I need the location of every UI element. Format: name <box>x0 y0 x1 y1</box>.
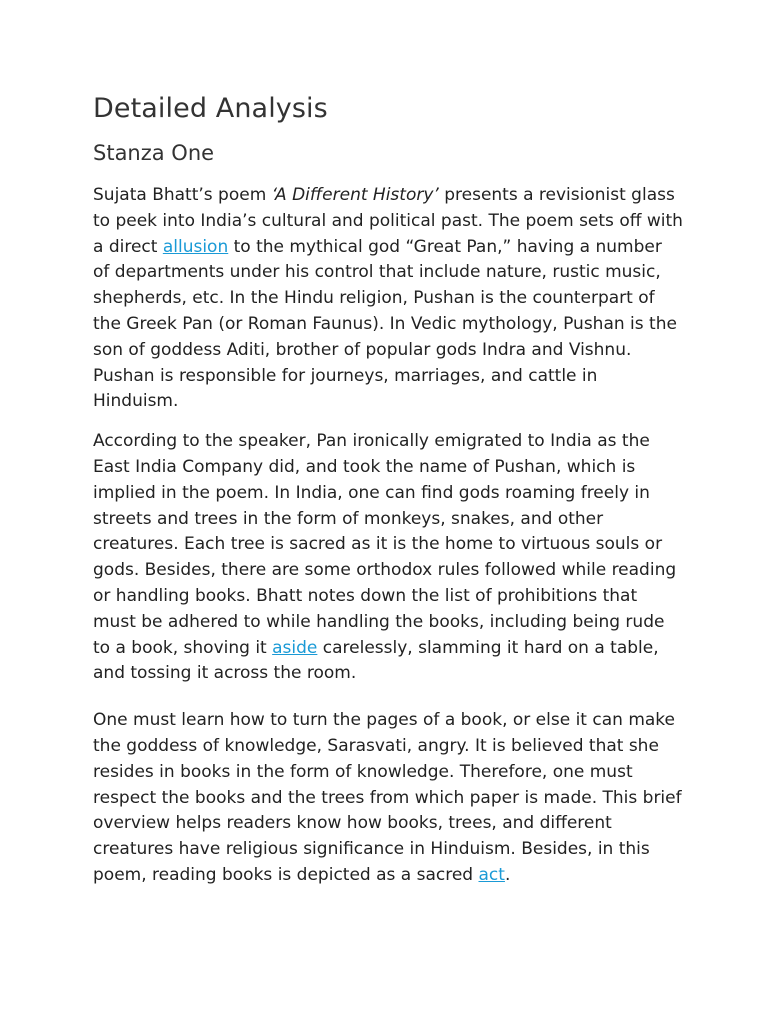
paragraph-3-text-end: . <box>504 864 511 885</box>
allusion-link[interactable]: allusion <box>162 236 229 257</box>
aside-link[interactable]: aside <box>272 637 318 658</box>
paragraph-1-text-middle: presents a revisionist glass to peek into India’s cultural and political past. The poem sets off with a direct <box>93 185 683 257</box>
paragraph-2-text-end: carelessly, slamming it hard on a table, and tossing it across the room. <box>93 637 659 684</box>
act-link[interactable]: act <box>478 864 505 885</box>
poem-title: ‘A Different History’ <box>271 185 439 205</box>
paragraph-1 <box>93 183 683 415</box>
paragraph-1-text-end: to the mythical god “Great Pan,” having a number of departments under his control that include nature, rustic music, shepherds, etc. In the Hindu religion, Pushan is the counterpart of the Greek Pan (or Roman Faunus). In Vedic mythology, Pushan is the son of goddess Aditi, brother of popular gods Indra and Vishnu. Pushan is responsible for journeys, marriages, and cattle in Hinduism. <box>93 236 677 412</box>
page-title: Detailed Analysis <box>93 93 328 124</box>
paragraph-3-text-start: One must learn how to turn the pages of a book, or else it can make the goddess of knowledge, Sarasvati, angry. It is believed that she resides in books in the form of knowledge. Therefore, one must respect the books and the trees from which paper is made. This brief overview helps readers know how books, trees, and different creatures have religious significance in Hinduism. Besides, in this poem, reading books is depicted as a sacred <box>93 710 682 885</box>
paragraph-3 <box>93 708 683 889</box>
paragraph-2-text-start: According to the speaker, Pan ironically emigrated to India as the East India Company did, and took the name of Pushan, which is implied in the poem. In India, one can find gods roaming freely in streets and trees in the form of monkeys, snakes, and other creatures. Each tree is sacred as it is the home to virtuous souls or gods. Besides, there are some orthodox rules followed while reading or handling books. Bhatt notes down the list of prohibitions that must be adhered to while handling the books, including being rude to a book, shoving it <box>93 431 677 658</box>
paragraph-1-text-start: Sujata Bhatt’s poem <box>93 185 272 205</box>
document-page <box>93 90 683 889</box>
paragraph-2 <box>93 429 683 687</box>
section-heading: Stanza One <box>93 141 215 165</box>
